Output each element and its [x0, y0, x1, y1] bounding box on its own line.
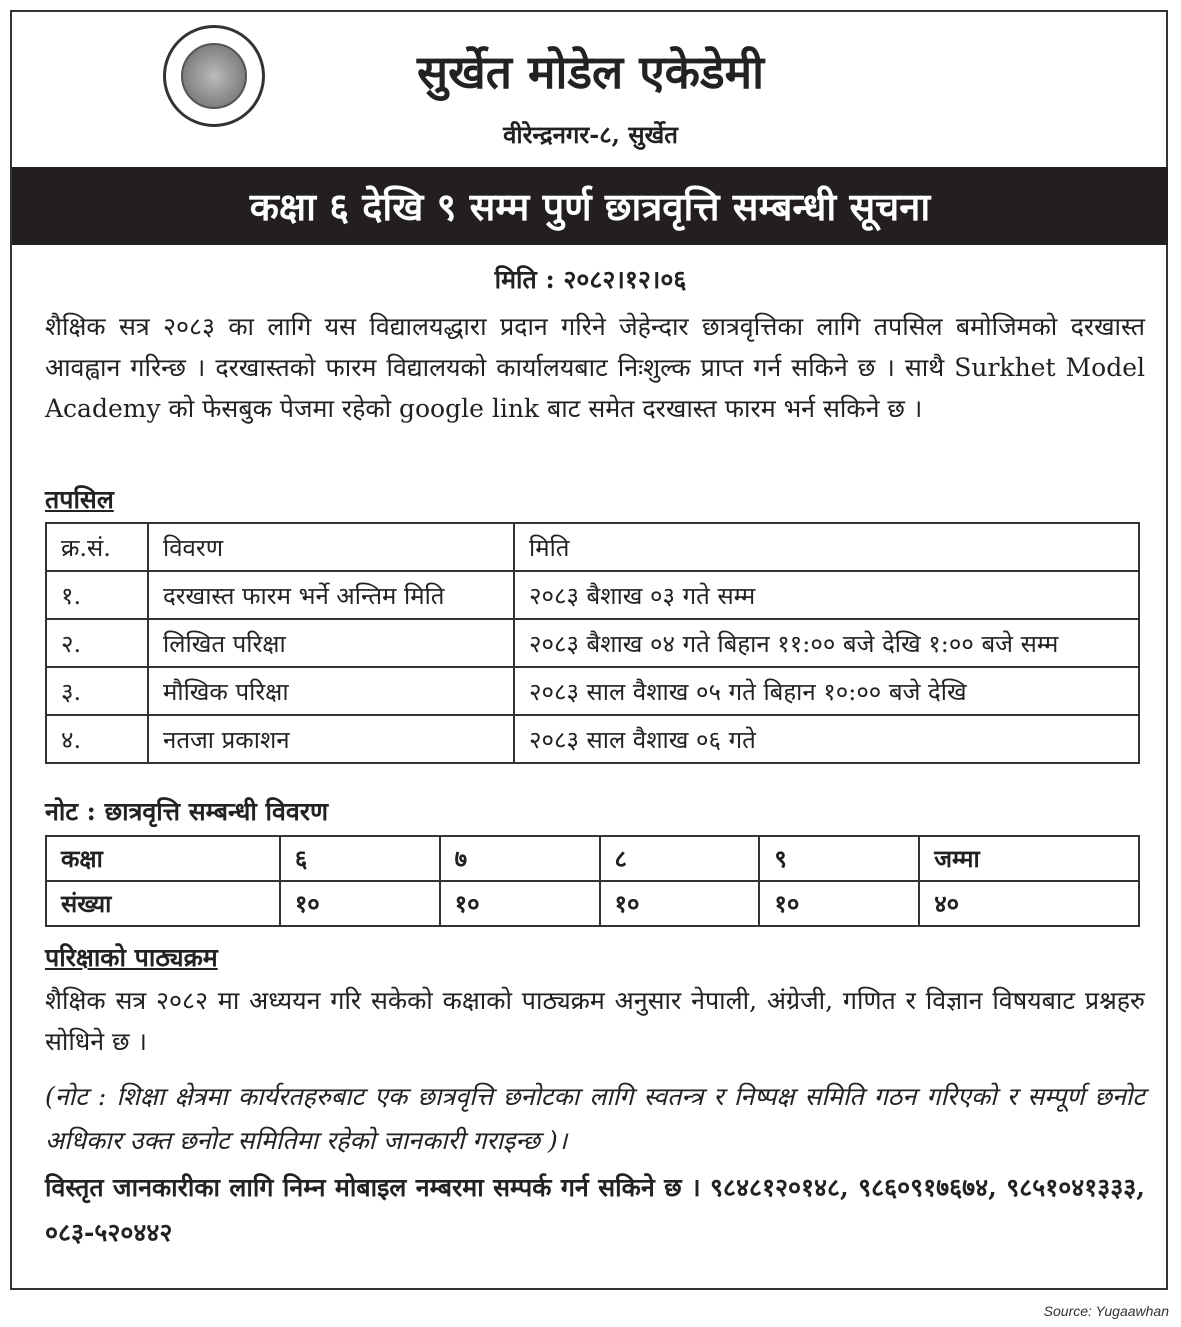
notice-title: कक्षा ६ देखि ९ सम्म पुर्ण छात्रवृत्ति सम्बन्धी सूचना — [249, 184, 931, 229]
table-cell: ४० — [919, 881, 1139, 926]
committee-note: (नोट : शिक्षा क्षेत्रमा कार्यरतहरुबाट एक छात्रवृत्ति छनोटका लागि स्वतन्त्र र निष्पक्ष समिति गठन गरिएको र सम्पूर्ण छनोट अधिकार उक्त छनोट समितिमा रहेको जानकारी गराइन्छ )। — [45, 1082, 1145, 1155]
table-cell: २. — [46, 619, 148, 667]
table-cell: २०८३ साल वैशाख ०६ गते — [514, 715, 1139, 763]
column-header: क्र.सं. — [46, 523, 148, 571]
table-cell: कक्षा — [46, 836, 280, 881]
table-cell: ७ — [440, 836, 600, 881]
school-address: वीरेन्द्रनगर-८, सुर्खेत — [503, 120, 678, 149]
table-row — [46, 881, 1139, 926]
table-cell: १० — [600, 881, 760, 926]
table-cell: १० — [440, 881, 600, 926]
contact-info: विस्तृत जानकारीका लागि निम्न मोबाइल नम्बरमा सम्पर्क गर्न सकिने छ । ९८४८१२०१४८, ९८६०९१७६७४, ९८५१०४१३३३, ०८३-५२०४४२ — [45, 1173, 1145, 1247]
table-cell: संख्या — [46, 881, 280, 926]
table-cell: १. — [46, 571, 148, 619]
school-name: सुर्खेत मोडेल एकेडेमी — [417, 45, 764, 99]
table-cell: ८ — [600, 836, 760, 881]
table-cell: ३. — [46, 667, 148, 715]
table-cell: जम्मा — [919, 836, 1139, 881]
syllabus-heading: परिक्षाको पाठ्यक्रम — [45, 943, 218, 972]
scholarship-table — [45, 835, 1140, 927]
source-credit: Source: Yugaawhan — [1043, 1303, 1169, 1319]
syllabus-text: शैक्षिक सत्र २०८२ मा अध्ययन गरि सकेको कक्षाको पाठ्यक्रम अनुसार नेपाली, अंग्रेजी, गणित र विज्ञान विषयबाट प्रश्नहरु सोधिने छ । — [45, 986, 1145, 1056]
table-cell: २०८३ बैशाख ०४ गते बिहान ११:०० बजे देखि १:०० बजे सम्म — [514, 619, 1139, 667]
table-row — [46, 836, 1139, 881]
table-cell: मौखिक परिक्षा — [148, 667, 514, 715]
column-header: मिति — [514, 523, 1139, 571]
table-cell: लिखित परिक्षा — [148, 619, 514, 667]
column-header: विवरण — [148, 523, 514, 571]
table-row — [46, 619, 1139, 667]
table-cell: दरखास्त फारम भर्ने अन्तिम मिति — [148, 571, 514, 619]
schedule-table — [45, 522, 1140, 764]
table-cell: २०८३ बैशाख ०३ गते सम्म — [514, 571, 1139, 619]
table-cell: ४. — [46, 715, 148, 763]
table-cell: १० — [759, 881, 919, 926]
table-cell: नतजा प्रकाशन — [148, 715, 514, 763]
table-row — [46, 715, 1139, 763]
table-cell: १० — [280, 881, 440, 926]
intro-paragraph: शैक्षिक सत्र २०८३ का लागि यस विद्यालयद्धारा प्रदान गरिने जेहेन्दार छात्रवृत्तिका लागि तपसिल बमोजिमको दरखास्त आवह्वान गरिन्छ । दरखास्तको फारम विद्यालयको कार्यालयबाट निःशुल्क प्राप्त गर्न सकिने छ । साथै Surkhet Model Academy को फेसबुक पेजमा रहेको google link बाट समेत दरखास्त फारम भर्न सकिने छ । — [45, 312, 1145, 423]
schedule-heading: तपसिल — [45, 485, 114, 514]
scholarship-heading: नोट : छात्रवृत्ति सम्बन्धी विवरण — [45, 797, 329, 826]
table-header-row — [46, 523, 1139, 571]
table-cell: ९ — [759, 836, 919, 881]
notice-title-bar — [12, 167, 1168, 245]
notice-date: मिति : २०८२।१२।०६ — [494, 265, 687, 294]
table-row — [46, 571, 1139, 619]
table-cell: २०८३ साल वैशाख ०५ गते बिहान १०:०० बजे देखि — [514, 667, 1139, 715]
table-cell: ६ — [280, 836, 440, 881]
table-row — [46, 667, 1139, 715]
